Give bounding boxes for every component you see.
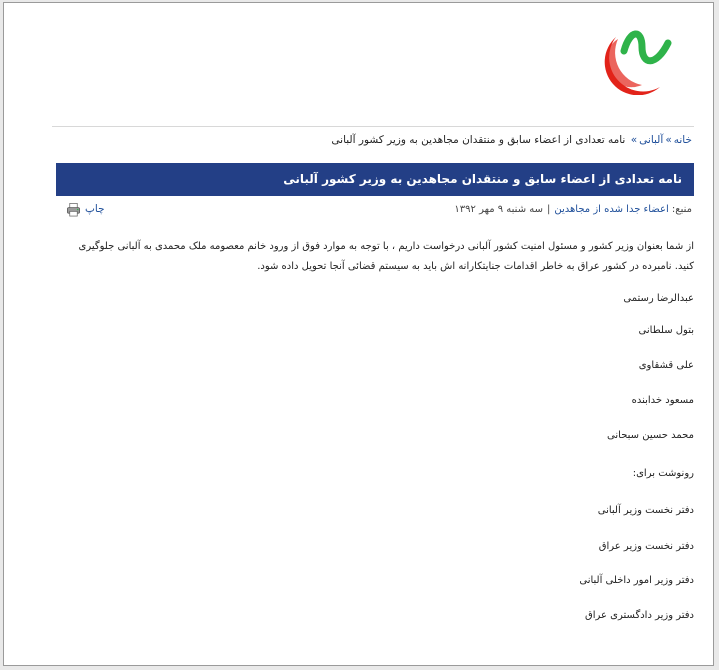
cc-label: رونوشت برای: — [632, 468, 694, 479]
signatory-name: عبدالرضا رستمی — [623, 293, 694, 304]
cc-recipient: دفتر وزیر امور داخلی آلبانی — [579, 575, 694, 586]
cc-recipient: دفتر نخست وزیر آلبانی — [597, 505, 694, 516]
breadcrumb-separator: » — [630, 134, 638, 146]
print-button[interactable] — [66, 198, 105, 220]
page-frame — [3, 2, 714, 666]
site-logo[interactable] — [602, 15, 682, 95]
meta-separator: | — [547, 204, 551, 215]
breadcrumb-current: نامه تعدادی از اعضاء سابق و منتقدان مجاهدین به وزیر کشور آلبانی — [331, 134, 626, 146]
article-title: نامه تعدادی از اعضاء سابق و منتقدان مجاهدین به وزیر کشور آلبانی — [56, 163, 694, 196]
breadcrumb — [52, 129, 692, 151]
signatory-name: مسعود خدابنده — [631, 395, 694, 406]
header-divider — [52, 126, 694, 127]
print-label: چاپ — [85, 203, 105, 215]
article-body: از شما بعنوان وزیر کشور و مسئول امنیت کشور آلبانی درخواست داریم ، با توجه به موارد فوق از ورود خانم معصومه ملک محمدی به آلبانی جلوگیری کنید. نامبرده در کشور عراق به خاطر اقدامات جنایتکارانه اش باید به سیستم قضائی آنجا تحویل داده شود. — [78, 241, 694, 272]
breadcrumb-home-link[interactable]: خانه — [673, 134, 692, 146]
source-link[interactable]: اعضاء جدا شده از مجاهدین — [554, 204, 669, 215]
cc-recipient: دفتر نخست وزیر عراق — [598, 541, 694, 552]
signatory-name: بتول سلطانی — [638, 325, 694, 336]
breadcrumb-section-link[interactable]: آلبانی — [639, 134, 664, 146]
article-date: سه شنبه ۹ مهر ۱۳۹۲ — [454, 204, 543, 215]
breadcrumb-separator: » — [665, 134, 672, 146]
signatory-name: محمد حسین سبحانی — [607, 430, 694, 441]
cc-recipient: دفتر وزیر دادگستری عراق — [584, 610, 694, 621]
signatory-name: علی قشقاوی — [638, 360, 694, 371]
printer-icon — [66, 202, 81, 217]
article-meta — [56, 200, 692, 220]
source-label: منبع: — [671, 204, 692, 215]
